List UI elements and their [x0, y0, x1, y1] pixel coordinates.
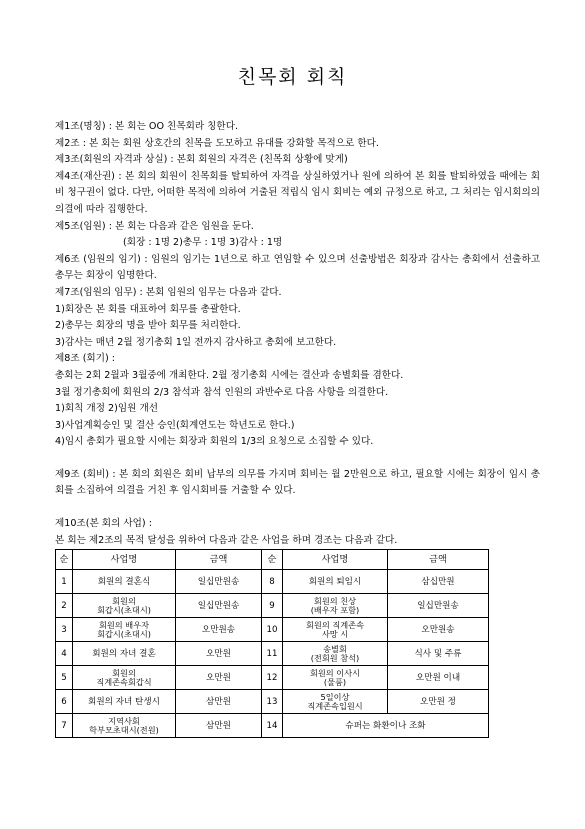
cell-amount: 식사 및 주류 [388, 642, 489, 666]
article-4: 제4조(재산권) : 본 회의 회원이 친목회를 탈퇴하여 자격을 상실하였거나 원에 의하여 본 회를 탈퇴하였을 때에는 회비 청구권이 없다. 다만, 어떠한 목적에 의하여 거출된 적립식 임시 회비는 예외 규정으로 하고, 그 처리는 임시회의의 의결에 따라 집행한다. [55, 170, 540, 215]
cell-no: 13 [262, 690, 283, 714]
events-table [55, 549, 489, 738]
header-amount: 금액 [388, 550, 489, 570]
cell-event: 회원의 결혼식 [73, 570, 176, 594]
article-3: 제3조(회원의 자격과 상실) : 본회 회원의 자격은 (친목회 상황에 맞게) [55, 154, 348, 166]
cell-no: 5 [56, 666, 73, 690]
cell-event: 회원의 친상 (배우자 포함) [283, 594, 388, 618]
cell-no: 4 [56, 642, 73, 666]
article-6: 제6조 (임원의 임기) : 임원의 임기는 1년으로 하고 연임할 수 있으며 선출방법은 회장과 감사는 총회에서 선출하고 총무는 회장이 임명한다. [55, 253, 540, 282]
cell-event: 지역사회 학부모초대시(전원) [73, 714, 176, 738]
cell-event: 회원의 직계존속회갑식 [73, 666, 176, 690]
table-row [56, 570, 489, 594]
article-7-item-3: 3)감사는 매년 2월 정기총회 1일 전까지 감사하고 총회에 보고한다. [55, 336, 337, 348]
cell-no: 12 [262, 666, 283, 690]
cell-no: 14 [262, 714, 283, 738]
table-row [56, 618, 489, 642]
cell-no: 6 [56, 690, 73, 714]
header-event: 사업명 [283, 550, 388, 570]
cell-amount: 삼만원 [176, 690, 262, 714]
cell-amount: 오만원 [176, 666, 262, 690]
page-title: 친목회 회칙 [237, 66, 348, 88]
cell-no: 3 [56, 618, 73, 642]
cell-amount: 일십만원송 [388, 594, 489, 618]
cell-amount: 오만원 이내 [388, 666, 489, 690]
cell-event: 회원의 자녀 탄생시 [73, 690, 176, 714]
cell-no: 11 [262, 642, 283, 666]
article-7: 제7조(임원의 임무) : 본회 임원의 임무는 다음과 같다. [55, 286, 282, 298]
article-8-item-3: 3)사업계획승인 및 결산 승인(회계연도는 학년도로 한다.) [55, 419, 295, 431]
cell-amount: 일십만원송 [176, 594, 262, 618]
cell-no: 8 [262, 570, 283, 594]
table-row [56, 714, 489, 738]
cell-no: 9 [262, 594, 283, 618]
article-8: 제8조 (회기) : [55, 353, 115, 365]
table-row [56, 594, 489, 618]
cell-event: 슈퍼는 화환이나 조화 [283, 714, 489, 738]
cell-amount: 삼만원 [176, 714, 262, 738]
cell-event: 5일이상 직계존속입원시 [283, 690, 388, 714]
cell-event: 회원의 배우자 회갑시(초대시) [73, 618, 176, 642]
cell-event: 회원의 자녀 결혼 [73, 642, 176, 666]
article-8-line-1: 총회는 2회 2월과 3월중에 개최한다. 2월 정기총회 시에는 결산과 송별회를 겸한다. [55, 369, 404, 381]
cell-event: 회원의 직계존속 사망 시 [283, 618, 388, 642]
cell-no: 10 [262, 618, 283, 642]
article-10-line: 본 회는 제2조의 목적 달성을 위하여 다음과 같은 사업을 하며 경조는 다음과 같다. [55, 534, 398, 546]
cell-event: 송별회 (전회원 참석) [283, 642, 388, 666]
header-no: 순 [56, 550, 73, 570]
cell-no: 7 [56, 714, 73, 738]
header-amount: 금액 [176, 550, 262, 570]
article-2: 제2조 : 본 회는 회원 상호간의 친목을 도모하고 유대를 강화할 목적으로 한다. [55, 137, 379, 149]
article-5: 제5조(임원) : 본 회는 다음과 같은 임원을 둔다. [55, 220, 254, 232]
article-7-item-1: 1)회장은 본 회를 대표하여 회무를 총괄한다. [55, 303, 241, 315]
cell-no: 2 [56, 594, 73, 618]
cell-event: 회원의 퇴임시 [283, 570, 388, 594]
cell-amount: 오만원송 [388, 618, 489, 642]
table-header-row [56, 550, 489, 570]
article-1: 제1조(명칭) : 본 회는 OO 친목회라 칭한다. [55, 121, 239, 132]
article-8-item-4: 4)임시 총회가 필요할 시에는 회장과 회원의 1/3의 요청으로 소집할 수 있다. [55, 436, 374, 448]
cell-event: 회원의 이사시 (물품) [283, 666, 388, 690]
article-8-line-2: 3월 정기총회에 회원의 2/3 참석과 참석 인원의 과반수로 다음 사항을 의결한다. [55, 386, 389, 398]
cell-amount: 오만원송 [176, 618, 262, 642]
table-row [56, 642, 489, 666]
header-event: 사업명 [73, 550, 176, 570]
cell-amount: 삼십만원 [388, 570, 489, 594]
table-row [56, 666, 489, 690]
article-10: 제10조(본 회의 사업) : [55, 518, 152, 530]
article-8-item-1: 1)회칙 개정 2)임원 개선 [55, 403, 158, 415]
article-9: 제9조 (회비) : 본 회의 회원은 회비 납부의 의무를 가지며 회비는 월 2만원으로 하고, 필요할 시에는 회장이 임시 총회를 소집하여 의결을 거친 후 임시회비를 거출할 수 있다. [55, 468, 540, 497]
header-no: 순 [262, 550, 283, 570]
cell-no: 1 [56, 570, 73, 594]
cell-amount: 오만원 [176, 642, 262, 666]
cell-event: 회원의 회갑시(초대시) [73, 594, 176, 618]
table-row [56, 690, 489, 714]
document-body [55, 119, 540, 549]
article-5-officers: (회장 : 1명 2)총무 : 1명 3)감사 : 1명 [123, 237, 283, 249]
cell-amount: 일십만원송 [176, 570, 262, 594]
cell-amount: 오만원 정 [388, 690, 489, 714]
article-7-item-2: 2)총무는 회장의 명을 받아 회무를 처리한다. [55, 320, 241, 332]
